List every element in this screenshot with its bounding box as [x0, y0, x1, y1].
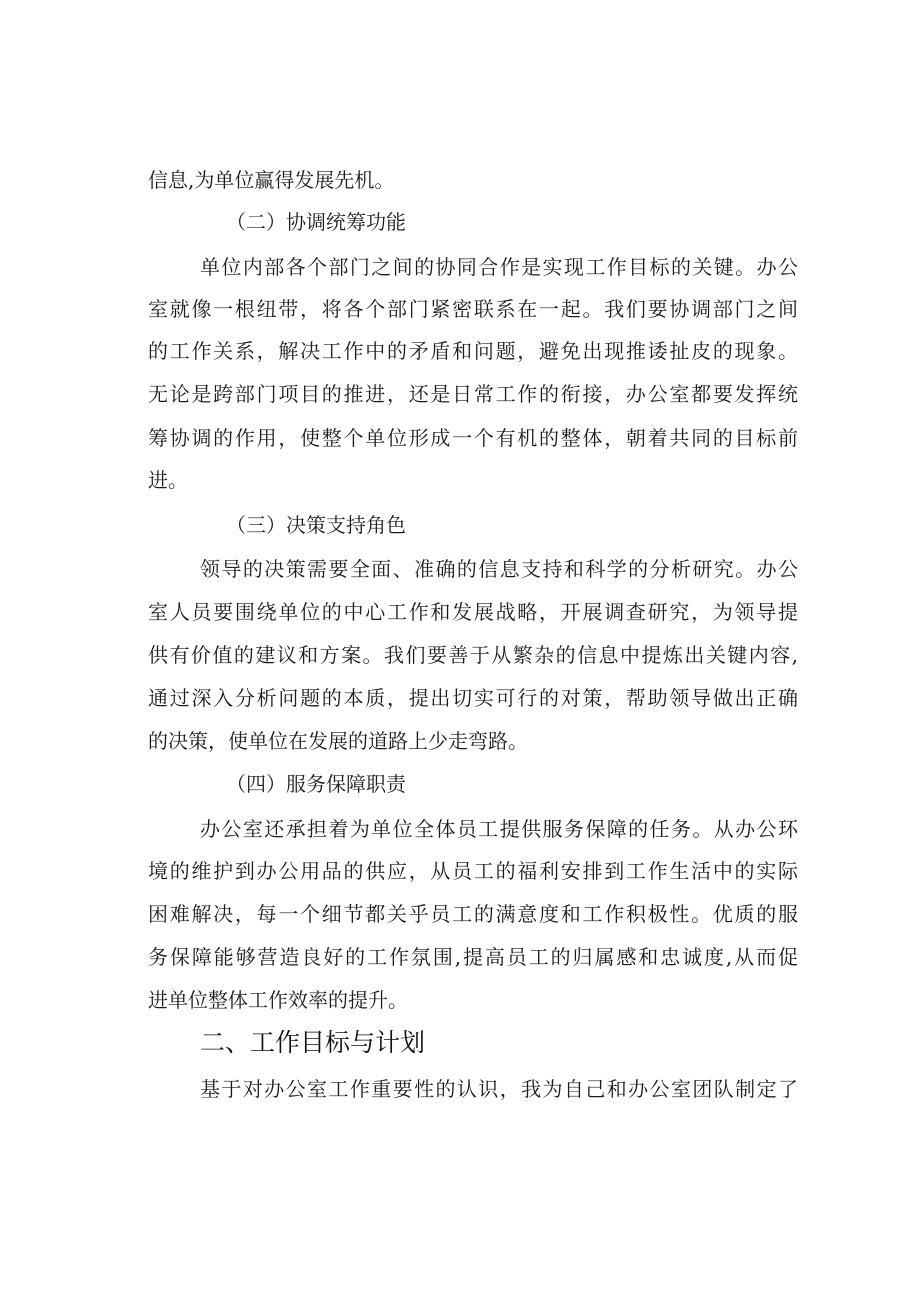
text-line: 单位内部各个部门之间的协同合作是实现工作目标的关键。办公 [200, 255, 798, 279]
text-line: 基于对办公室工作重要性的认识，我为自己和办公室团队制定了 [200, 1077, 798, 1101]
subsection-heading: （三）决策支持角色 [226, 513, 406, 537]
subsection-heading: （二）协调统筹功能 [226, 210, 406, 234]
text-line: 通过深入分析问题的本质，提出切实可行的对策，帮助领导做出正确 [148, 686, 798, 710]
text-line: 供有价值的建议和方案。我们要善于从繁杂的信息中提炼出关键内容, [148, 643, 798, 667]
text-line: 的工作关系，解决工作中的矛盾和问题，避免出现推诿扯皮的现象。 [148, 339, 798, 363]
text-line: 领导的决策需要全面、准确的信息支持和科学的分析研究。办公 [200, 557, 798, 581]
text-line: 无论是跨部门项目的推进，还是日常工作的衔接，办公室都要发挥统 [148, 382, 798, 406]
text-line: 务保障能够营造良好的工作氛围,提高员工的归属感和忠诚度,从而促 [148, 945, 798, 969]
text-line: 信息,为单位赢得发展先机。 [148, 168, 395, 192]
text-line: 室人员要围绕单位的中心工作和发展战略，开展调查研究，为领导提 [148, 600, 798, 624]
subsection-heading: （四）服务保障职责 [226, 772, 406, 796]
text-line: 的决策，使单位在发展的道路上少走弯路。 [148, 729, 528, 753]
text-line: 办公室还承担着为单位全体员工提供服务保障的任务。从办公环 [200, 817, 798, 841]
text-line: 困难解决，每一个细节都关乎员工的满意度和工作积极性。优质的服 [148, 902, 798, 926]
section-heading: 二、工作目标与计划 [200, 1028, 426, 1057]
text-line: 筹协调的作用，使整个单位形成一个有机的整体，朝着共同的目标前 [148, 426, 798, 450]
text-line: 进单位整体工作效率的提升。 [148, 988, 408, 1012]
text-line: 境的维护到办公用品的供应，从员工的福利安排到工作生活中的实际 [148, 859, 798, 883]
text-line: 进。 [148, 468, 188, 492]
text-line: 室就像一根纽带，将各个部门紧密联系在一起。我们要协调部门之间 [148, 297, 798, 321]
